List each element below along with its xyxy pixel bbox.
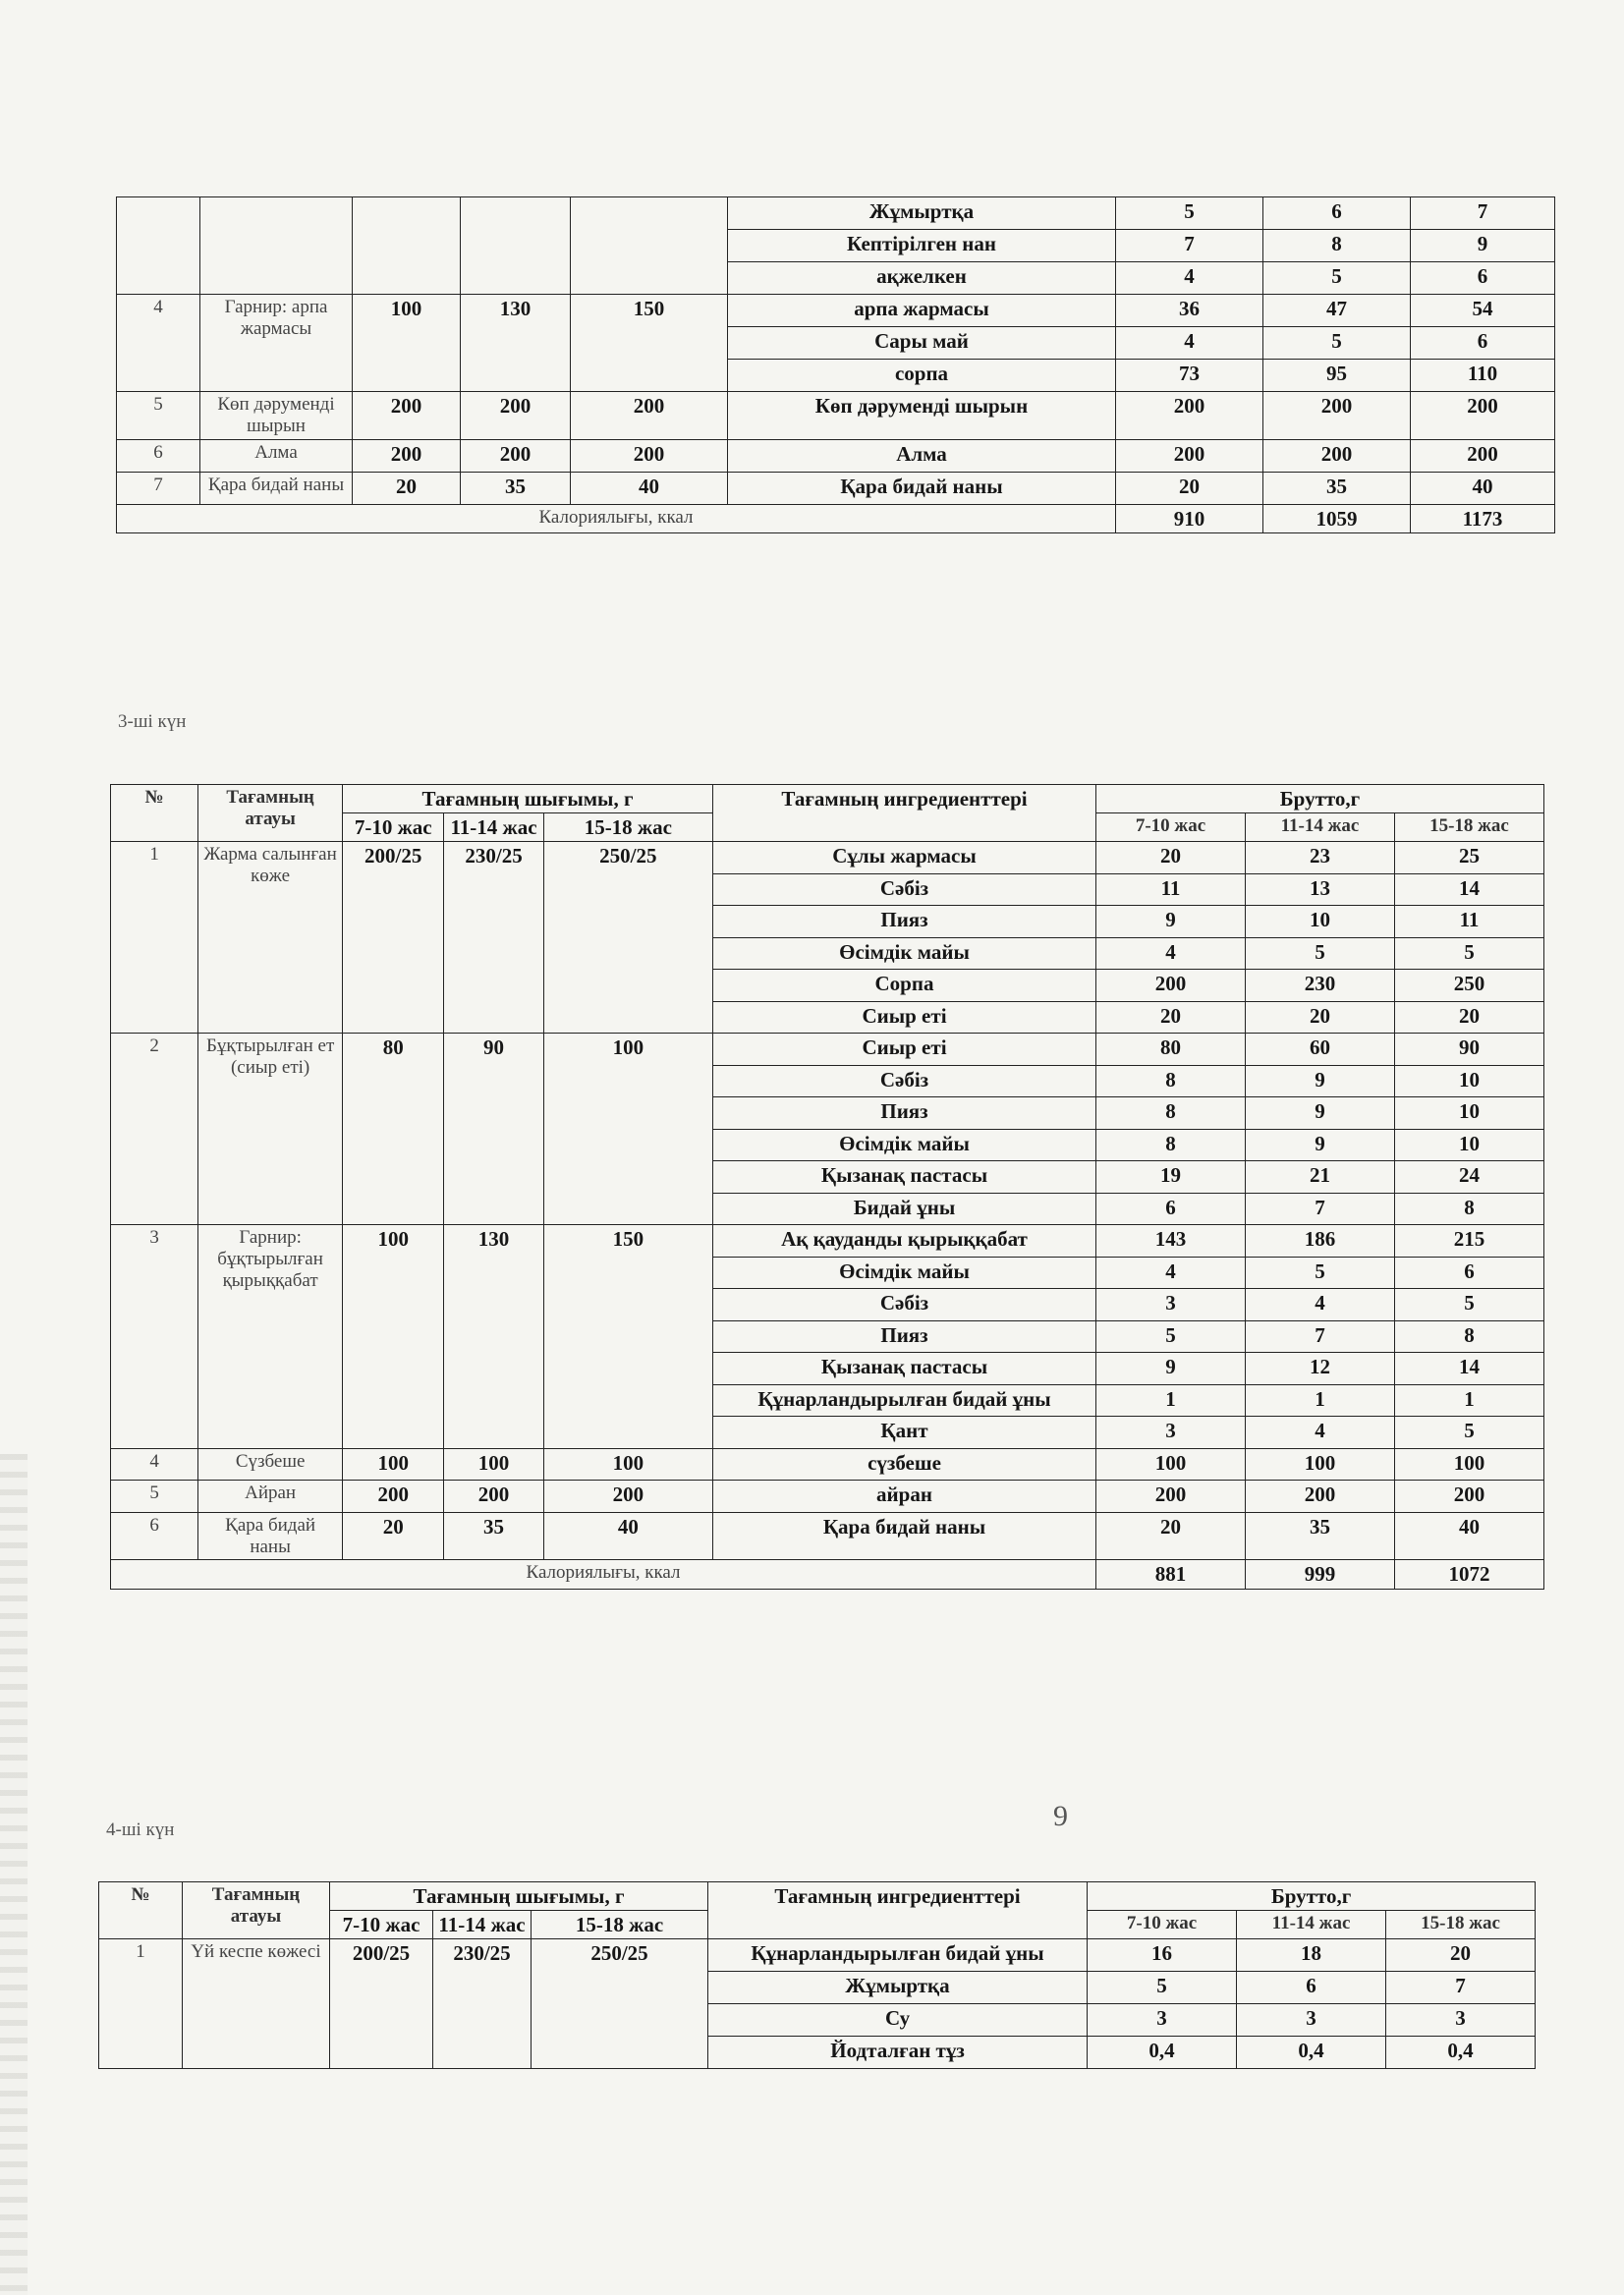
ingredient-name: Жұмыртқа bbox=[708, 1972, 1088, 2004]
brutto-age-2: 21 bbox=[1246, 1161, 1395, 1194]
calories-row bbox=[111, 1560, 1544, 1589]
brutto-age-3: 40 bbox=[1411, 472, 1555, 504]
table-row bbox=[117, 439, 1555, 472]
ingredient-name: Ақ қауданды қырыққабат bbox=[712, 1225, 1095, 1258]
brutto-age-3: 100 bbox=[1394, 1448, 1543, 1481]
calories-label: Калориялығы, ккал bbox=[117, 504, 1116, 532]
table-row bbox=[111, 1225, 1544, 1258]
dish-name: Гарнир: арпа жармасы bbox=[200, 295, 353, 392]
brutto-age-2: 23 bbox=[1246, 842, 1395, 874]
header-num: № bbox=[111, 785, 198, 842]
header-age-2: 11-14 жас bbox=[433, 1911, 532, 1939]
ingredient-name: Бидай ұны bbox=[712, 1193, 1095, 1225]
row-number: 4 bbox=[117, 295, 200, 392]
brutto-age-2: 13 bbox=[1246, 873, 1395, 906]
ingredient-name: Сорпа bbox=[712, 970, 1095, 1002]
calories-age-3: 1173 bbox=[1411, 504, 1555, 532]
brutto-age-1: 3 bbox=[1088, 2004, 1237, 2037]
brutto-age-2: 5 bbox=[1263, 327, 1411, 360]
dish-name: Үй кеспе көжесі bbox=[183, 1939, 330, 2069]
brutto-age-3: 24 bbox=[1394, 1161, 1543, 1194]
table-row bbox=[117, 197, 1555, 230]
ingredient-name: Сиыр еті bbox=[712, 1001, 1095, 1034]
brutto-age-1: 20 bbox=[1096, 842, 1246, 874]
brutto-age-3: 9 bbox=[1411, 230, 1555, 262]
brutto-age-1: 4 bbox=[1096, 1257, 1246, 1289]
header-age-1: 7-10 жас bbox=[330, 1911, 433, 1939]
day3-table bbox=[110, 784, 1544, 1590]
output-age-1: 200 bbox=[353, 439, 461, 472]
calories-row bbox=[117, 504, 1555, 532]
output-age-1: 20 bbox=[343, 1512, 444, 1560]
brutto-age-1: 1 bbox=[1096, 1384, 1246, 1417]
ingredient-name: сорпа bbox=[728, 360, 1116, 392]
row-number: 5 bbox=[117, 392, 200, 440]
header-dish: Тағамның атауы bbox=[198, 785, 343, 842]
output-age-2: 130 bbox=[461, 295, 571, 392]
output-age-3: 200 bbox=[543, 1481, 712, 1513]
header-brutto-age-3: 15-18 жас bbox=[1386, 1911, 1536, 1939]
output-age-2: 90 bbox=[444, 1034, 543, 1225]
output-age-2: 35 bbox=[461, 472, 571, 504]
header-age-1: 7-10 жас bbox=[343, 813, 444, 842]
header-num: № bbox=[99, 1882, 183, 1939]
ingredient-name: Өсімдік майы bbox=[712, 937, 1095, 970]
output-age-1 bbox=[353, 197, 461, 295]
ingredient-name: Өсімдік майы bbox=[712, 1129, 1095, 1161]
brutto-age-3: 5 bbox=[1394, 1417, 1543, 1449]
calories-age-1: 881 bbox=[1096, 1560, 1246, 1589]
scan-edge-shadow bbox=[0, 1454, 28, 2295]
brutto-age-2: 186 bbox=[1246, 1225, 1395, 1258]
brutto-age-1: 143 bbox=[1096, 1225, 1246, 1258]
brutto-age-1: 7 bbox=[1116, 230, 1263, 262]
ingredient-name: Құнарландырылған бидай ұны bbox=[708, 1939, 1088, 1972]
brutto-age-3: 200 bbox=[1411, 392, 1555, 440]
ingredient-name: Пияз bbox=[712, 1320, 1095, 1353]
brutto-age-3: 25 bbox=[1394, 842, 1543, 874]
dish-name: Гарнир: бұқтырылған қырыққабат bbox=[198, 1225, 343, 1449]
brutto-age-3: 14 bbox=[1394, 873, 1543, 906]
header-ingredients: Тағамның ингредиенттері bbox=[708, 1882, 1088, 1939]
header-age-3: 15-18 жас bbox=[532, 1911, 708, 1939]
brutto-age-2: 20 bbox=[1246, 1001, 1395, 1034]
brutto-age-3: 10 bbox=[1394, 1097, 1543, 1130]
brutto-age-2: 100 bbox=[1246, 1448, 1395, 1481]
brutto-age-1: 200 bbox=[1096, 1481, 1246, 1513]
output-age-3: 150 bbox=[571, 295, 728, 392]
day2-table bbox=[116, 196, 1555, 533]
dish-name bbox=[200, 197, 353, 295]
output-age-2: 200 bbox=[461, 439, 571, 472]
dish-name: Сүзбеше bbox=[198, 1448, 343, 1481]
brutto-age-2: 18 bbox=[1237, 1939, 1386, 1972]
ingredient-name: Сары май bbox=[728, 327, 1116, 360]
brutto-age-1: 5 bbox=[1088, 1972, 1237, 2004]
ingredient-name: айран bbox=[712, 1481, 1095, 1513]
brutto-age-1: 4 bbox=[1116, 327, 1263, 360]
dish-name: Бұқтырылған ет (сиыр еті) bbox=[198, 1034, 343, 1225]
dish-name: Қара бидай наны bbox=[200, 472, 353, 504]
ingredient-name: Сұлы жармасы bbox=[712, 842, 1095, 874]
brutto-age-1: 36 bbox=[1116, 295, 1263, 327]
brutto-age-2: 7 bbox=[1246, 1320, 1395, 1353]
brutto-age-3: 10 bbox=[1394, 1129, 1543, 1161]
brutto-age-2: 230 bbox=[1246, 970, 1395, 1002]
brutto-age-3: 11 bbox=[1394, 906, 1543, 938]
table-row bbox=[111, 1512, 1544, 1560]
output-age-2 bbox=[461, 197, 571, 295]
brutto-age-1: 6 bbox=[1096, 1193, 1246, 1225]
table-row bbox=[117, 295, 1555, 327]
brutto-age-1: 16 bbox=[1088, 1939, 1237, 1972]
day4-table bbox=[98, 1881, 1536, 2069]
row-number: 6 bbox=[117, 439, 200, 472]
output-age-3: 250/25 bbox=[532, 1939, 708, 2069]
ingredient-name: Пияз bbox=[712, 1097, 1095, 1130]
day3-table-body bbox=[111, 842, 1544, 1589]
ingredient-name: Қызанақ пастасы bbox=[712, 1161, 1095, 1194]
output-age-2: 200 bbox=[461, 392, 571, 440]
header-brutto: Брутто,г bbox=[1088, 1882, 1536, 1911]
ingredient-name: Өсімдік майы bbox=[712, 1257, 1095, 1289]
brutto-age-3: 3 bbox=[1386, 2004, 1536, 2037]
brutto-age-2: 5 bbox=[1263, 262, 1411, 295]
dish-name: Айран bbox=[198, 1481, 343, 1513]
brutto-age-2: 6 bbox=[1263, 197, 1411, 230]
header-output: Тағамның шығымы, г bbox=[343, 785, 713, 813]
ingredient-name: Кептірілген нан bbox=[728, 230, 1116, 262]
day3-label: 3-ші күн bbox=[118, 711, 187, 732]
brutto-age-2: 0,4 bbox=[1237, 2037, 1386, 2069]
brutto-age-2: 9 bbox=[1246, 1129, 1395, 1161]
brutto-age-2: 9 bbox=[1246, 1065, 1395, 1097]
brutto-age-1: 11 bbox=[1096, 873, 1246, 906]
brutto-age-3: 6 bbox=[1411, 327, 1555, 360]
brutto-age-3: 7 bbox=[1386, 1972, 1536, 2004]
header-age-3: 15-18 жас bbox=[543, 813, 712, 842]
output-age-2: 230/25 bbox=[433, 1939, 532, 2069]
output-age-1: 80 bbox=[343, 1034, 444, 1225]
brutto-age-2: 200 bbox=[1263, 392, 1411, 440]
brutto-age-1: 8 bbox=[1096, 1065, 1246, 1097]
brutto-age-3: 8 bbox=[1394, 1320, 1543, 1353]
ingredient-name: Қара бидай наны bbox=[728, 472, 1116, 504]
ingredient-name: Көп дәруменді шырын bbox=[728, 392, 1116, 440]
output-age-2: 100 bbox=[444, 1448, 543, 1481]
brutto-age-2: 6 bbox=[1237, 1972, 1386, 2004]
brutto-age-1: 80 bbox=[1096, 1034, 1246, 1066]
brutto-age-1: 20 bbox=[1116, 472, 1263, 504]
brutto-age-2: 35 bbox=[1246, 1512, 1395, 1560]
brutto-age-3: 6 bbox=[1394, 1257, 1543, 1289]
brutto-age-2: 4 bbox=[1246, 1417, 1395, 1449]
brutto-age-2: 7 bbox=[1246, 1193, 1395, 1225]
ingredient-name: Су bbox=[708, 2004, 1088, 2037]
ingredient-name: Қызанақ пастасы bbox=[712, 1353, 1095, 1385]
table-row bbox=[111, 1448, 1544, 1481]
brutto-age-3: 200 bbox=[1411, 439, 1555, 472]
brutto-age-2: 95 bbox=[1263, 360, 1411, 392]
brutto-age-3: 6 bbox=[1411, 262, 1555, 295]
brutto-age-1: 4 bbox=[1096, 937, 1246, 970]
brutto-age-2: 9 bbox=[1246, 1097, 1395, 1130]
brutto-age-2: 60 bbox=[1246, 1034, 1395, 1066]
ingredient-name: Қант bbox=[712, 1417, 1095, 1449]
brutto-age-2: 200 bbox=[1246, 1481, 1395, 1513]
brutto-age-3: 250 bbox=[1394, 970, 1543, 1002]
brutto-age-3: 215 bbox=[1394, 1225, 1543, 1258]
dish-name: Алма bbox=[200, 439, 353, 472]
brutto-age-1: 5 bbox=[1096, 1320, 1246, 1353]
ingredient-name: Құнарландырылған бидай ұны bbox=[712, 1384, 1095, 1417]
ingredient-name: Сиыр еті bbox=[712, 1034, 1095, 1066]
output-age-1: 200/25 bbox=[330, 1939, 433, 2069]
day2-table-body bbox=[117, 197, 1555, 533]
row-number: 6 bbox=[111, 1512, 198, 1560]
header-ingredients: Тағамның ингредиенттері bbox=[712, 785, 1095, 842]
ingredient-name: сүзбеше bbox=[712, 1448, 1095, 1481]
brutto-age-2: 5 bbox=[1246, 1257, 1395, 1289]
row-number: 1 bbox=[111, 842, 198, 1034]
output-age-1: 100 bbox=[343, 1225, 444, 1449]
table-row bbox=[117, 392, 1555, 440]
output-age-1: 100 bbox=[353, 295, 461, 392]
ingredient-name: арпа жармасы bbox=[728, 295, 1116, 327]
output-age-1: 100 bbox=[343, 1448, 444, 1481]
table-row bbox=[99, 1939, 1536, 1972]
header-brutto-age-1: 7-10 жас bbox=[1088, 1911, 1237, 1939]
ingredient-name: Сәбіз bbox=[712, 1065, 1095, 1097]
output-age-3: 40 bbox=[571, 472, 728, 504]
brutto-age-1: 4 bbox=[1116, 262, 1263, 295]
header-brutto: Брутто,г bbox=[1096, 785, 1544, 813]
brutto-age-1: 9 bbox=[1096, 1353, 1246, 1385]
brutto-age-1: 200 bbox=[1116, 392, 1263, 440]
row-number bbox=[117, 197, 200, 295]
calories-age-2: 999 bbox=[1246, 1560, 1395, 1589]
output-age-3: 200 bbox=[571, 439, 728, 472]
output-age-2: 130 bbox=[444, 1225, 543, 1449]
brutto-age-1: 200 bbox=[1116, 439, 1263, 472]
dish-name: Көп дәруменді шырын bbox=[200, 392, 353, 440]
header-brutto-age-2: 11-14 жас bbox=[1237, 1911, 1386, 1939]
calories-age-3: 1072 bbox=[1394, 1560, 1543, 1589]
brutto-age-2: 35 bbox=[1263, 472, 1411, 504]
brutto-age-1: 19 bbox=[1096, 1161, 1246, 1194]
brutto-age-1: 100 bbox=[1096, 1448, 1246, 1481]
brutto-age-3: 8 bbox=[1394, 1193, 1543, 1225]
brutto-age-2: 12 bbox=[1246, 1353, 1395, 1385]
ingredient-name: ақжелкен bbox=[728, 262, 1116, 295]
header-brutto-age-2: 11-14 жас bbox=[1246, 813, 1395, 842]
output-age-3: 100 bbox=[543, 1034, 712, 1225]
day3-table-header bbox=[111, 785, 1544, 842]
ingredient-name: Сәбіз bbox=[712, 873, 1095, 906]
dish-name: Жарма салынған көже bbox=[198, 842, 343, 1034]
brutto-age-1: 9 bbox=[1096, 906, 1246, 938]
output-age-3: 200 bbox=[571, 392, 728, 440]
header-age-2: 11-14 жас bbox=[444, 813, 543, 842]
calories-age-1: 910 bbox=[1116, 504, 1263, 532]
brutto-age-3: 40 bbox=[1394, 1512, 1543, 1560]
output-age-3: 40 bbox=[543, 1512, 712, 1560]
brutto-age-3: 110 bbox=[1411, 360, 1555, 392]
brutto-age-3: 1 bbox=[1394, 1384, 1543, 1417]
brutto-age-1: 5 bbox=[1116, 197, 1263, 230]
output-age-2: 35 bbox=[444, 1512, 543, 1560]
table-row bbox=[117, 472, 1555, 504]
brutto-age-3: 20 bbox=[1394, 1001, 1543, 1034]
row-number: 3 bbox=[111, 1225, 198, 1449]
brutto-age-1: 73 bbox=[1116, 360, 1263, 392]
header-output: Тағамның шығымы, г bbox=[330, 1882, 708, 1911]
row-number: 2 bbox=[111, 1034, 198, 1225]
header-brutto-age-3: 15-18 жас bbox=[1394, 813, 1543, 842]
ingredient-name: Сәбіз bbox=[712, 1289, 1095, 1321]
brutto-age-2: 47 bbox=[1263, 295, 1411, 327]
ingredient-name: Қара бидай наны bbox=[712, 1512, 1095, 1560]
brutto-age-3: 90 bbox=[1394, 1034, 1543, 1066]
row-number: 1 bbox=[99, 1939, 183, 2069]
output-age-3: 250/25 bbox=[543, 842, 712, 1034]
row-number: 4 bbox=[111, 1448, 198, 1481]
margin-mark: 9 bbox=[1053, 1800, 1068, 1832]
day4-table-header bbox=[99, 1882, 1536, 1939]
calories-label: Калориялығы, ккал bbox=[111, 1560, 1096, 1589]
brutto-age-1: 200 bbox=[1096, 970, 1246, 1002]
brutto-age-2: 1 bbox=[1246, 1384, 1395, 1417]
brutto-age-1: 0,4 bbox=[1088, 2037, 1237, 2069]
brutto-age-1: 20 bbox=[1096, 1512, 1246, 1560]
output-age-1: 200 bbox=[353, 392, 461, 440]
brutto-age-3: 10 bbox=[1394, 1065, 1543, 1097]
calories-age-2: 1059 bbox=[1263, 504, 1411, 532]
output-age-3 bbox=[571, 197, 728, 295]
brutto-age-3: 20 bbox=[1386, 1939, 1536, 1972]
brutto-age-1: 3 bbox=[1096, 1417, 1246, 1449]
header-dish: Тағамның атауы bbox=[183, 1882, 330, 1939]
brutto-age-2: 5 bbox=[1246, 937, 1395, 970]
brutto-age-2: 200 bbox=[1263, 439, 1411, 472]
output-age-3: 100 bbox=[543, 1448, 712, 1481]
table-row bbox=[111, 842, 1544, 874]
brutto-age-3: 200 bbox=[1394, 1481, 1543, 1513]
ingredient-name: Йодталған тұз bbox=[708, 2037, 1088, 2069]
dish-name: Қара бидай наны bbox=[198, 1512, 343, 1560]
table-row bbox=[111, 1481, 1544, 1513]
brutto-age-3: 14 bbox=[1394, 1353, 1543, 1385]
brutto-age-1: 8 bbox=[1096, 1097, 1246, 1130]
brutto-age-1: 20 bbox=[1096, 1001, 1246, 1034]
brutto-age-3: 7 bbox=[1411, 197, 1555, 230]
brutto-age-2: 4 bbox=[1246, 1289, 1395, 1321]
header-brutto-age-1: 7-10 жас bbox=[1096, 813, 1246, 842]
output-age-1: 20 bbox=[353, 472, 461, 504]
brutto-age-2: 10 bbox=[1246, 906, 1395, 938]
brutto-age-2: 3 bbox=[1237, 2004, 1386, 2037]
brutto-age-1: 8 bbox=[1096, 1129, 1246, 1161]
brutto-age-3: 5 bbox=[1394, 1289, 1543, 1321]
brutto-age-3: 54 bbox=[1411, 295, 1555, 327]
day4-table-body bbox=[99, 1939, 1536, 2069]
day4-label: 4-ші күн bbox=[106, 1819, 175, 1840]
output-age-2: 230/25 bbox=[444, 842, 543, 1034]
output-age-3: 150 bbox=[543, 1225, 712, 1449]
brutto-age-1: 3 bbox=[1096, 1289, 1246, 1321]
row-number: 5 bbox=[111, 1481, 198, 1513]
brutto-age-3: 0,4 bbox=[1386, 2037, 1536, 2069]
ingredient-name: Алма bbox=[728, 439, 1116, 472]
output-age-1: 200/25 bbox=[343, 842, 444, 1034]
output-age-2: 200 bbox=[444, 1481, 543, 1513]
ingredient-name: Пияз bbox=[712, 906, 1095, 938]
row-number: 7 bbox=[117, 472, 200, 504]
brutto-age-2: 8 bbox=[1263, 230, 1411, 262]
table-row bbox=[111, 1034, 1544, 1066]
brutto-age-3: 5 bbox=[1394, 937, 1543, 970]
ingredient-name: Жұмыртқа bbox=[728, 197, 1116, 230]
output-age-1: 200 bbox=[343, 1481, 444, 1513]
